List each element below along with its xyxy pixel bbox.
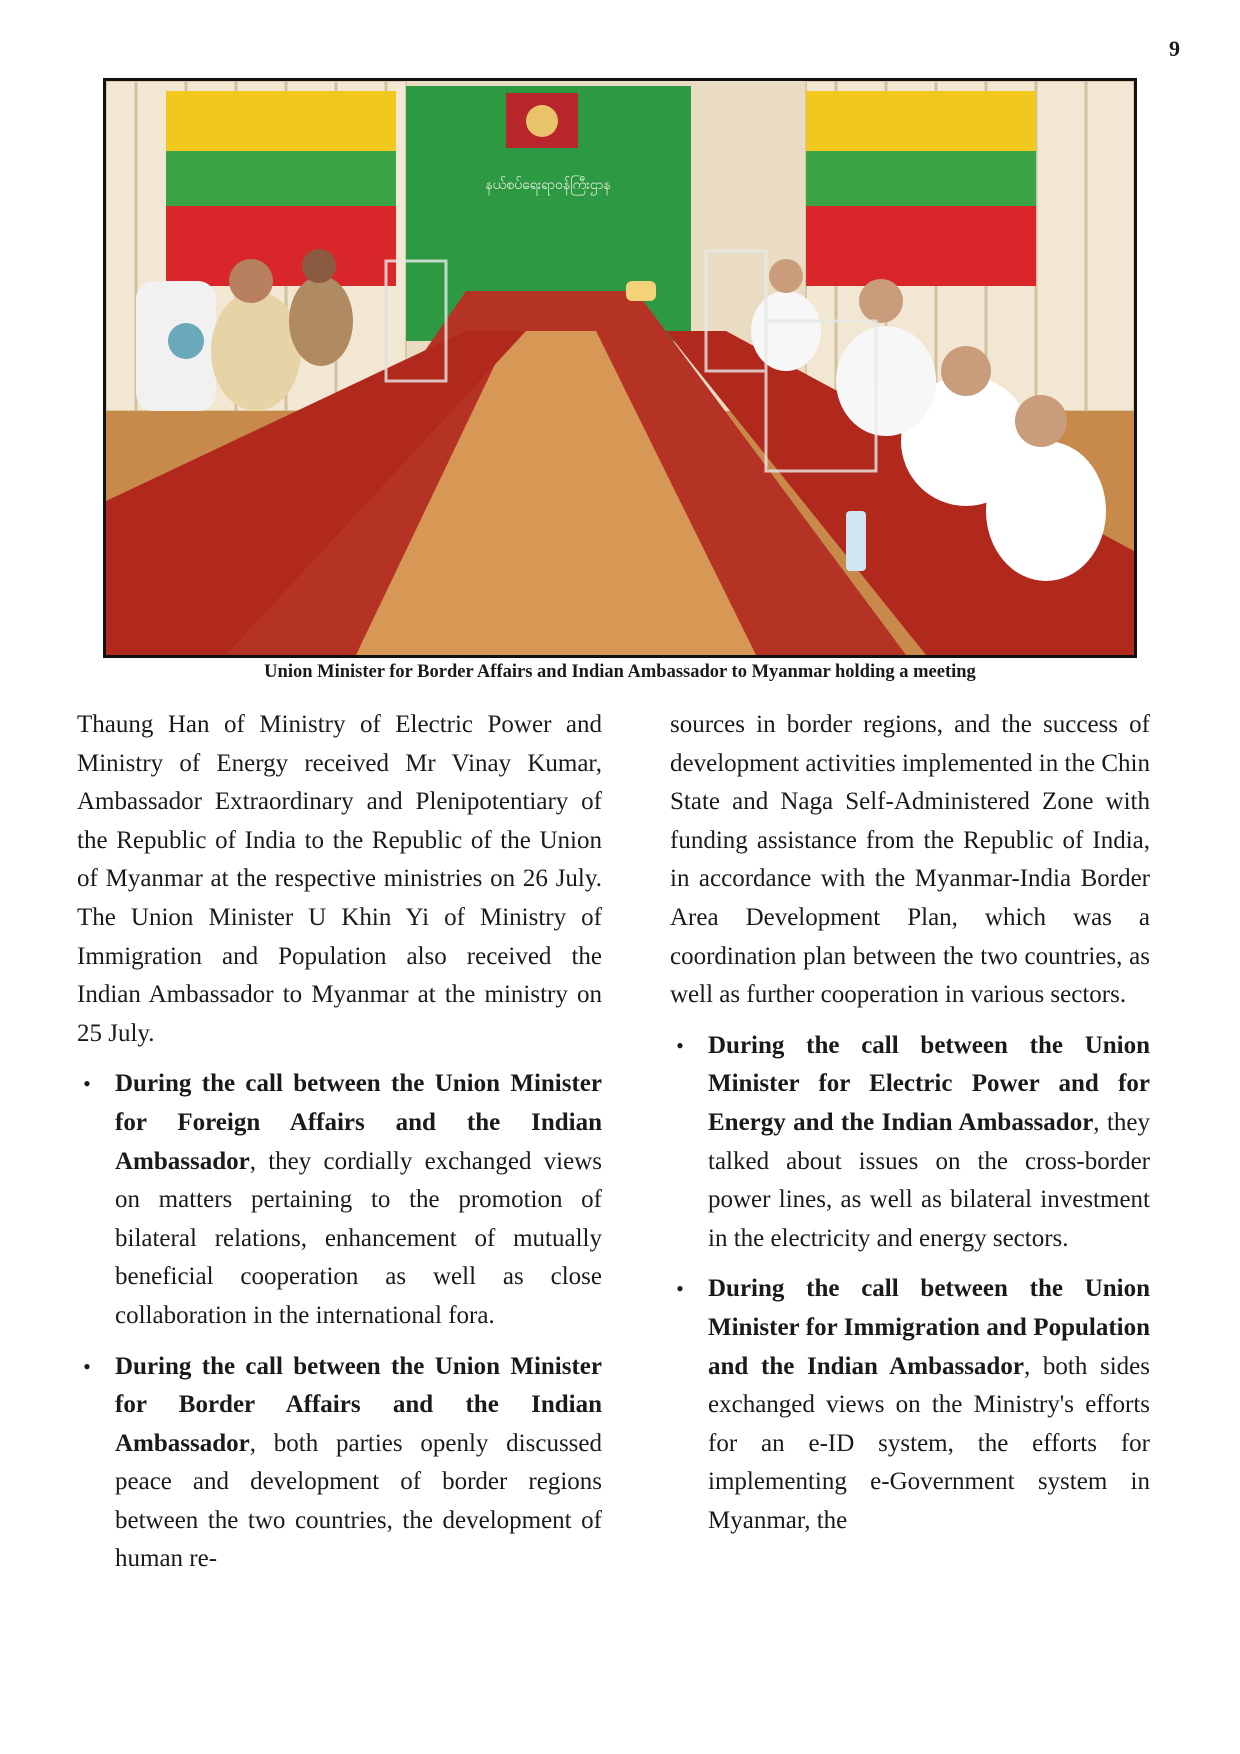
bullet-icon: • [676, 1032, 684, 1058]
right-bullet-list [670, 1027, 1150, 1541]
photo-caption: Union Minister for Border Affairs and Indian Ambassador to Myanmar holding a meeting [264, 662, 976, 682]
left-bullet-list [77, 1065, 602, 1579]
meeting-photo [103, 78, 1137, 658]
bullet-text: , both parties openly discussed peace and development of border regions between the two countries, the development of human re- [115, 1429, 602, 1573]
bullet-lead-bold: During the call between the Union Minister for Immigration and Population and the Indian Ambassador [708, 1275, 1150, 1380]
bullet-text: , they talked about issues on the cross-border power lines, as well as bilateral investment in the electricity and energy sectors. [708, 1108, 1150, 1252]
bullet-text: , they cordially exchanged views on matters pertaining to the promotion of bilateral relations, enhancement of mutually beneficial cooperation as well as close collaboration in the international fora. [115, 1147, 602, 1329]
bullet-icon: • [83, 1353, 91, 1379]
list-item [77, 1348, 602, 1580]
bullet-lead-bold: During the call between the Union Minister for Border Affairs and the Indian Ambassador [115, 1352, 602, 1457]
list-item [77, 1065, 602, 1335]
bullet-text: , both sides exchanged views on the Ministry's efforts for an e-ID system, the efforts for implementing e-Government system in Myanmar, the [708, 1352, 1150, 1534]
list-item [670, 1270, 1150, 1540]
left-column [77, 706, 602, 1591]
bullet-lead-bold: During the call between the Union Minister for Foreign Affairs and the Indian Ambassador [115, 1070, 602, 1175]
right-column [670, 706, 1150, 1552]
bullet-icon: • [83, 1071, 91, 1097]
meeting-photo-illustration [106, 81, 1134, 655]
bullet-lead-bold: During the call between the Union Minister for Electric Power and for Energy and the Indian Ambassador [708, 1031, 1150, 1136]
page-number: 9 [1169, 36, 1180, 61]
list-item [670, 1027, 1150, 1259]
banner-text: နယ်စပ်ရေးရာဝန်ကြီးဌာန [485, 177, 611, 193]
bullet-icon: • [676, 1276, 684, 1302]
right-intro-paragraph: sources in border regions, and the success of development activities implemented in the Chin State and Naga Self-Administered Zone with funding assistance from the Republic of India, in accordance with the Myanmar-India Border Area Development Plan, which was a coordination plan between the two countries, as well as further cooperation in various sectors. [670, 711, 1150, 1009]
left-intro-paragraph: Thaung Han of Ministry of Electric Power and Ministry of Energy received Mr Vinay Kumar, Ambassador Extraordinary and Plenipotentiary of the Republic of India to the Republic of the Union of Myanmar at the respective ministries on 26 July. The Union Minister U Khin Yi of Ministry of Immigration and Population also received the Indian Ambassador to Myanmar at the ministry on 25 July. [77, 711, 602, 1047]
